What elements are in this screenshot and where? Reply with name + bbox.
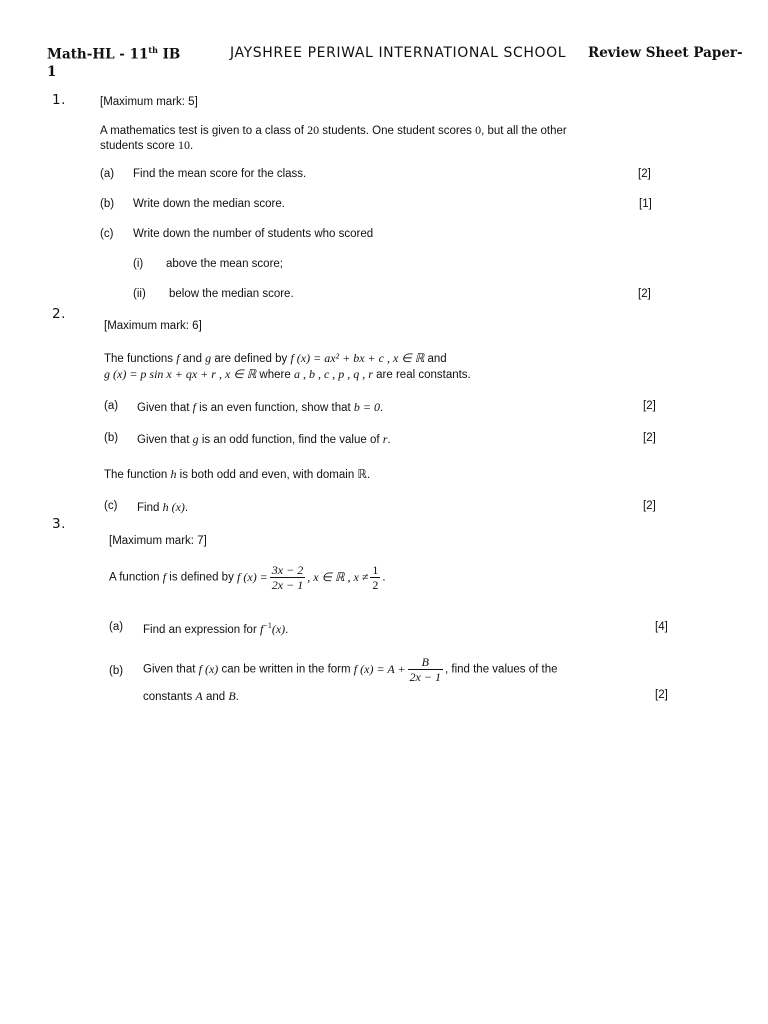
q2b-t1: Given that xyxy=(137,434,193,446)
course-prefix: Math-HL - 11 xyxy=(47,46,149,63)
q2a-math: b = 0 xyxy=(353,400,380,414)
q1cii-label: (ii) xyxy=(133,288,146,300)
q3b-text-line2 xyxy=(143,689,239,704)
q3a-end: . xyxy=(285,623,289,636)
q1-intro-line2 xyxy=(100,138,193,153)
q3-def-line xyxy=(109,563,386,592)
q1-n10: 10 xyxy=(177,138,190,152)
q1-intro-d: students score xyxy=(100,140,178,152)
q2-l1-a: The functions xyxy=(104,353,177,365)
q2c-mark: [2] xyxy=(643,500,656,512)
q2-fdef: f (x) = ax² + bx + c , x ∈ ℝ xyxy=(290,351,425,365)
q1cii-text: below the median score. xyxy=(169,288,294,300)
q2-g: g xyxy=(205,351,212,365)
q2b-r: r xyxy=(382,432,388,446)
q2a-t3: . xyxy=(379,402,384,414)
q2a-label: (a) xyxy=(104,400,119,412)
q2b-mark: [2] xyxy=(643,432,656,444)
q1-intro-a: A mathematics test is given to a class of xyxy=(100,125,308,137)
q2c-t2: . xyxy=(184,502,189,514)
q1c-text: Write down the number of students who scored xyxy=(133,228,374,240)
q2c-t1: Find xyxy=(137,502,163,514)
q3-fraction xyxy=(270,563,305,592)
q3-den1: 2x − 1 xyxy=(271,578,304,592)
q2-h-t2: is both odd and even, with domain xyxy=(176,469,358,481)
q2-gdef: g (x) = p sin x + qx + r , x ∈ ℝ xyxy=(104,367,257,381)
q2b-t3: . xyxy=(387,434,391,446)
q1-intro-b: students. One student scores xyxy=(319,125,476,137)
q1a-label: (a) xyxy=(100,168,115,180)
q2a-t1: Given that xyxy=(137,402,193,414)
q1-n20: 20 xyxy=(307,123,320,137)
q3-def-a: A function xyxy=(109,571,163,584)
q2-l1-and: and xyxy=(179,353,206,365)
q2c-math: h (x) xyxy=(162,500,185,514)
q3b-mark: [2] xyxy=(655,689,668,701)
q3-fx: f (x) = xyxy=(237,570,268,584)
q3b-t2: can be written in the form xyxy=(218,663,354,676)
q3b-label: (b) xyxy=(109,665,124,677)
q2-h: h xyxy=(170,467,177,481)
q2-def-line2 xyxy=(104,367,471,382)
q1c-mark: [2] xyxy=(638,288,651,300)
q1ci-text: above the mean score; xyxy=(166,258,283,270)
q2-l1-b: are defined by xyxy=(211,353,291,365)
q1c-label: (c) xyxy=(100,228,114,240)
q3b-fx: f (x) xyxy=(198,662,219,676)
q2-h-t1: The function xyxy=(104,469,171,481)
q3a-f: f xyxy=(259,621,264,636)
q1b-mark: [1] xyxy=(639,198,652,210)
q3-number: 3. xyxy=(52,516,66,532)
q2-l2-c: are real constants. xyxy=(372,369,471,381)
q1b-label: (b) xyxy=(100,198,115,210)
q2a-text xyxy=(137,400,383,415)
q3b-t1: Given that xyxy=(143,663,199,676)
course-label xyxy=(47,45,180,63)
q2-h-line xyxy=(104,467,370,482)
q3b-form: f (x) = A + xyxy=(353,662,406,676)
q2b-label: (b) xyxy=(104,432,119,444)
q3b-num: B xyxy=(408,655,443,670)
q3-half xyxy=(370,563,380,592)
q1a-text: Find the mean score for the class. xyxy=(133,168,307,180)
q1ci-label: (i) xyxy=(133,258,144,270)
q3b-B: B xyxy=(228,689,236,703)
q2-h-R: ℝ xyxy=(357,467,367,481)
q3a-sup: −1 xyxy=(263,621,272,630)
q1b-text: Write down the median score. xyxy=(133,198,285,210)
q1-intro-e: . xyxy=(189,140,194,152)
q1-max-mark: [Maximum mark: 5] xyxy=(100,96,198,108)
q2-l1-c: and xyxy=(424,353,447,365)
q3-num2: 1 xyxy=(372,563,379,577)
q3b-and: and xyxy=(202,691,229,703)
course-sup: th xyxy=(148,45,158,55)
q3-num1: 3x − 2 xyxy=(271,563,304,577)
q2b-t2: is an odd function, find the value of xyxy=(198,434,383,446)
q2-l2-b: where xyxy=(256,369,294,381)
q2a-t2: is an even function, show that xyxy=(195,402,354,414)
q2-max-mark: [Maximum mark: 6] xyxy=(104,320,202,332)
q3-def-b: is defined by xyxy=(166,571,238,584)
q3a-t: Find an expression for xyxy=(143,623,260,636)
q1-number: 1. xyxy=(52,92,66,108)
q2c-text xyxy=(137,500,188,515)
q3-f: f xyxy=(162,570,167,584)
q2-number: 2. xyxy=(52,306,66,322)
q1-intro-line1 xyxy=(100,123,567,138)
q3b-t3: , find the values of the xyxy=(444,663,558,676)
q3b-fraction xyxy=(408,655,443,684)
q1-n0: 0 xyxy=(475,123,482,137)
q3a-mark: [4] xyxy=(655,621,668,633)
sheet-title-cont: 1 xyxy=(47,64,57,80)
q2b-g: g xyxy=(192,432,199,446)
q2-f: f xyxy=(176,351,180,365)
q2-def-line1 xyxy=(104,351,447,366)
sheet-title: Review Sheet Paper- xyxy=(588,45,743,61)
q2b-text xyxy=(137,432,391,447)
q2a-f: f xyxy=(192,400,196,414)
q1a-mark: [2] xyxy=(638,168,651,180)
q2-h-t3: . xyxy=(366,469,371,481)
q3a-text xyxy=(143,621,288,637)
q2a-mark: [2] xyxy=(643,400,656,412)
q3-den2: 2 xyxy=(372,578,379,592)
q3b-A: A xyxy=(195,689,203,703)
school-name: JAYSHREE PERIWAL INTERNATIONAL SCHOOL xyxy=(230,45,567,61)
q3-def-end: . xyxy=(382,571,386,584)
q3b-text xyxy=(143,655,558,684)
q3-max-mark: [Maximum mark: 7] xyxy=(109,535,207,547)
q3b-t4: constants xyxy=(143,691,196,703)
q3a-label: (a) xyxy=(109,621,124,633)
q2c-label: (c) xyxy=(104,500,118,512)
course-suffix: IB xyxy=(157,46,181,63)
q3b-den: 2x − 1 xyxy=(409,670,441,684)
q2-consts: a , b , c , p , q , r xyxy=(293,367,373,381)
q3a-x: (x) xyxy=(271,621,286,636)
q3-domain: , x ∈ ℝ , x ≠ xyxy=(307,570,369,584)
q1-intro-c: , but all the other xyxy=(481,125,567,137)
q3b-end: . xyxy=(235,691,239,703)
